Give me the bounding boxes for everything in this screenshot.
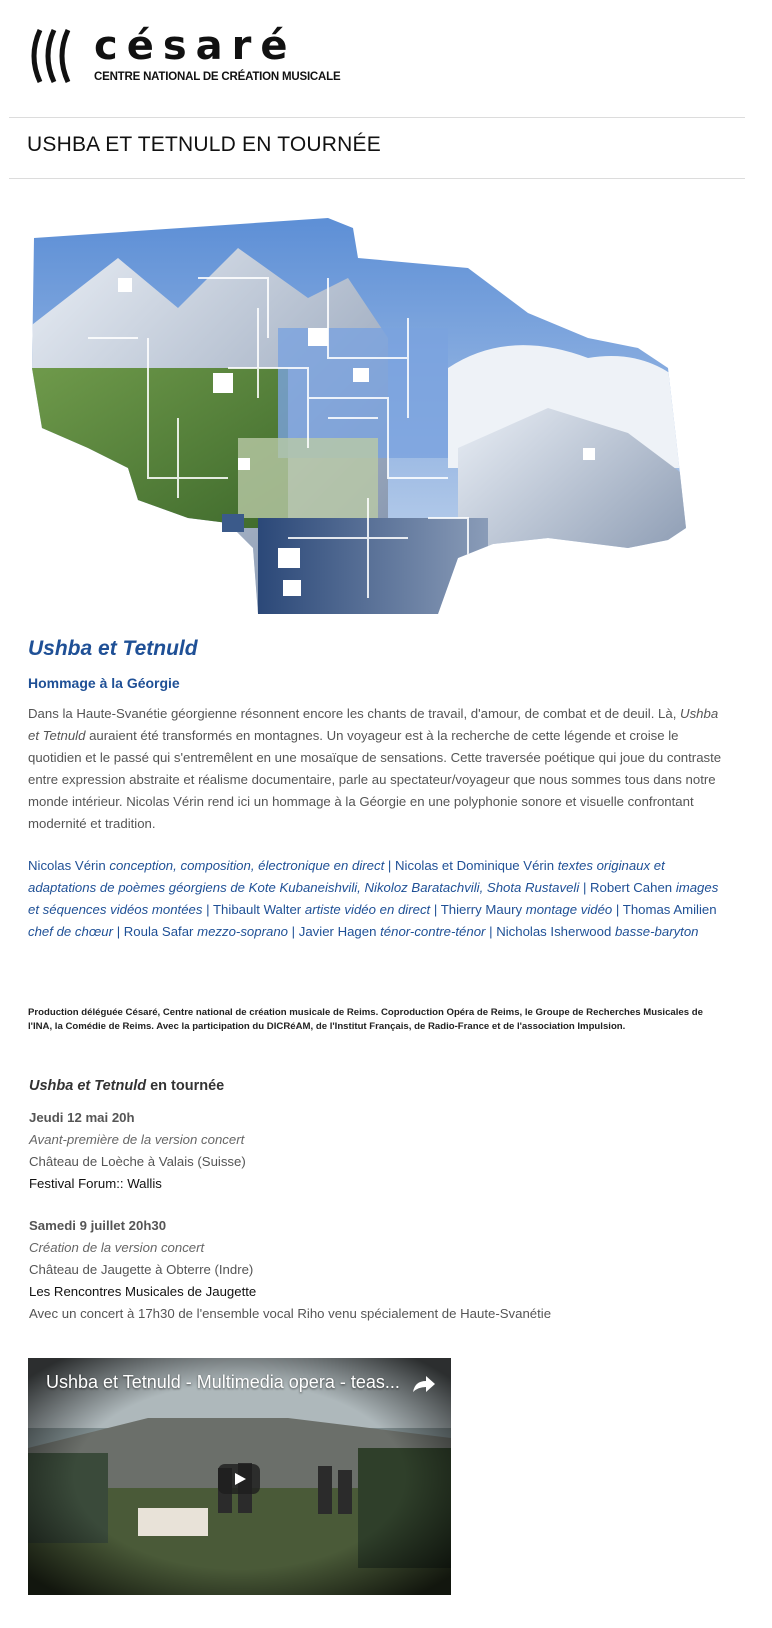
credit-role: textes originaux et adaptations de poèmes géorgiens de Kote Kubaneishvili, Nikoloz Baratachvili, Shota Rustaveli bbox=[28, 858, 665, 895]
share-icon[interactable] bbox=[409, 1372, 437, 1396]
tour-date-2 bbox=[29, 1215, 723, 1325]
intro-italic-title: Ushba et Tetnuld bbox=[28, 706, 719, 743]
tour-note: Création de la version concert bbox=[29, 1240, 205, 1255]
credit-role: ténor-contre-ténor bbox=[380, 924, 486, 939]
page-title: USHBA ET TETNULD EN TOURNÉE bbox=[27, 133, 381, 156]
tour-date-1 bbox=[29, 1107, 723, 1195]
credit-role: montage vidéo bbox=[525, 902, 613, 917]
tour-festival-link[interactable]: Festival Forum:: Wallis bbox=[29, 1176, 162, 1191]
tour-title bbox=[29, 1078, 224, 1094]
credit-name: | Nicolas et Dominique Vérin bbox=[384, 858, 558, 873]
credit-name: | Thibault Walter bbox=[202, 902, 305, 917]
video-player[interactable] bbox=[28, 1358, 451, 1595]
intro-text-1: Dans la Haute-Svanétie géorgienne résonnent encore les chants de travail, d'amour, de combat et de deuil. Là, bbox=[28, 706, 681, 721]
credit-name: | Javier Hagen bbox=[287, 924, 381, 939]
credit-role: basse-baryton bbox=[614, 924, 699, 939]
video-title[interactable]: Ushba et Tetnuld - Multimedia opera - teas... bbox=[46, 1372, 400, 1392]
credit-name: Nicolas Vérin bbox=[28, 858, 110, 873]
tour-festival-link[interactable]: Les Rencontres Musicales de Jaugette bbox=[29, 1284, 257, 1299]
credit-role: mezzo-soprano bbox=[197, 924, 288, 939]
logo-wordmark: césaré bbox=[94, 23, 297, 69]
hero-mosaic-image bbox=[28, 218, 718, 614]
tour-title-italic: Ushba et Tetnuld bbox=[29, 1078, 147, 1094]
credit-name: | Nicholas Isherwood bbox=[485, 924, 615, 939]
header-divider-bottom bbox=[9, 178, 745, 179]
tour-date: Samedi 9 juillet 20h30 bbox=[29, 1218, 167, 1233]
tour-place: Château de Jaugette à Obterre (Indre) bbox=[29, 1262, 254, 1277]
credit-name: | Robert Cahen bbox=[579, 880, 676, 895]
credit-role: chef de chœur bbox=[28, 924, 114, 939]
credit-role: artiste vidéo en direct bbox=[304, 902, 431, 917]
credit-name: | Thierry Maury bbox=[430, 902, 526, 917]
article-title: Ushba et Tetnuld bbox=[28, 637, 198, 660]
credit-name: | Roula Safar bbox=[113, 924, 198, 939]
production-credits: Production déléguée Césaré, Centre national de création musicale de Reims. Coproduction Opéra de Reims, le Groupe de Recherches Musicales de l'INA, la Comédie de Reims. Avec la participation du DICRéAM, de l'Institut Français, de Radio-France et de l'association Impulsion. bbox=[28, 1007, 703, 1032]
logo-waves-icon bbox=[26, 28, 86, 84]
article-subtitle: Hommage à la Géorgie bbox=[28, 675, 180, 691]
tour-note: Avant-première de la version concert bbox=[29, 1132, 245, 1147]
article-intro bbox=[28, 703, 722, 835]
intro-text-2: auraient été transformés en montagnes. Un voyageur est à la recherche de cette légende et croise le quotidien et le passé qui s'entremêlent en une mosaïque de sensations. Cette traversée poétique qui joue du contraste entre expression abstraite et réalisme documentaire, parle au spectateur/voyageur que nous sommes tous dans notre monde intérieur. Nicolas Vérin rend ici un hommage à la Géorgie en une polyphonie sonore et visuelle confrontant modernité et tradition. bbox=[28, 728, 722, 831]
cesare-logo[interactable] bbox=[26, 23, 341, 88]
tour-extra: Avec un concert à 17h30 de l'ensemble vocal Riho venu spécialement de Haute-Svanétie bbox=[29, 1306, 552, 1321]
tour-title-rest: en tournée bbox=[146, 1078, 225, 1094]
tour-place: Château de Loèche à Valais (Suisse) bbox=[29, 1154, 246, 1169]
credit-role: images et séquences vidéos montées bbox=[28, 880, 719, 917]
credits-list bbox=[28, 855, 722, 943]
credit-role: conception, composition, électronique en direct bbox=[109, 858, 385, 873]
header-divider-top bbox=[9, 117, 745, 118]
logo-subtitle: CENTRE NATIONAL DE CRÉATION MUSICALE bbox=[94, 71, 341, 83]
tour-date: Jeudi 12 mai 20h bbox=[29, 1110, 135, 1125]
play-icon[interactable] bbox=[218, 1464, 260, 1494]
credit-name: | Thomas Amilien bbox=[612, 902, 717, 917]
